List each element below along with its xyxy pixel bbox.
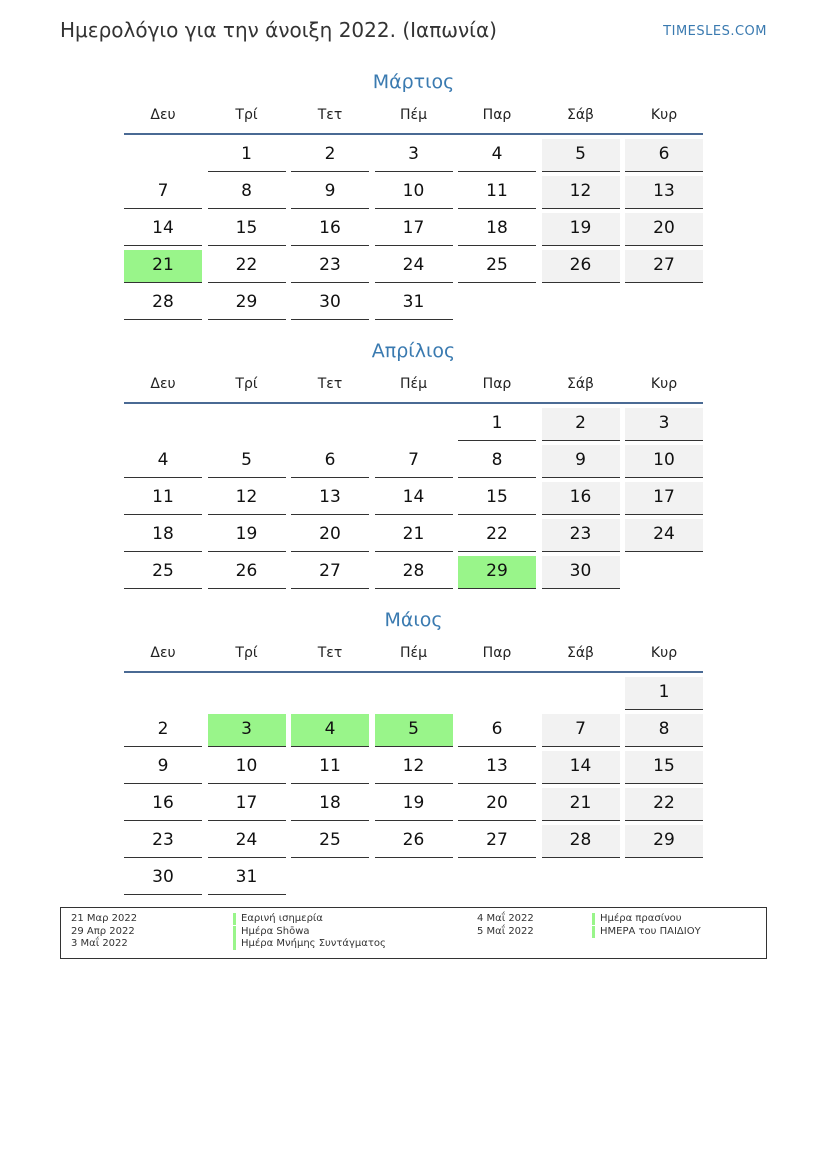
weekday-label: Παρ (482, 107, 512, 123)
weekday-label: Πέμ (399, 107, 427, 123)
day-cell: 20 (291, 519, 369, 552)
empty-cell (458, 677, 536, 709)
weekday-label: Σάβ (566, 645, 594, 661)
day-cell: 14 (542, 751, 620, 784)
day-cell: 24 (208, 825, 286, 858)
day-cell: 22 (458, 519, 536, 552)
day-cell: 9 (124, 751, 202, 784)
day-cell: 23 (291, 250, 369, 283)
day-cell: 1 (458, 408, 536, 441)
brand-link[interactable]: TIMESLES.COM (663, 24, 767, 39)
day-cell: 31 (375, 287, 453, 320)
empty-cell (625, 862, 703, 894)
legend-holiday-name: Ημέρα Μνήμης Συντάγματος (233, 938, 386, 950)
weekday-label: Τετ (317, 107, 343, 123)
legend-date: 29 Απρ 2022 (71, 926, 135, 937)
empty-cell (458, 862, 536, 894)
day-cell: 12 (208, 482, 286, 515)
day-cell: 5 (542, 139, 620, 172)
legend-holiday-name: ΗΜΕΡΑ του ΠΑΙΔΙΟΥ (592, 926, 701, 938)
empty-cell (375, 862, 453, 894)
day-cell: 23 (124, 825, 202, 858)
day-cell: 15 (458, 482, 536, 515)
day-cell: 18 (124, 519, 202, 552)
empty-cell (542, 677, 620, 709)
weekday-header (124, 97, 703, 135)
day-cell: 27 (291, 556, 369, 589)
day-cell: 3 (375, 139, 453, 172)
holiday-legend (60, 907, 767, 959)
day-cell: 16 (542, 482, 620, 515)
day-cell: 9 (291, 176, 369, 209)
day-cell: 17 (625, 482, 703, 515)
month-may (124, 605, 703, 899)
legend-date: 4 Μαΐ 2022 (477, 913, 534, 924)
legend-date: 3 Μαΐ 2022 (71, 938, 128, 949)
empty-cell (124, 408, 202, 440)
day-cell: 5 (208, 445, 286, 478)
day-cell: 19 (375, 788, 453, 821)
legend-date: 5 Μαΐ 2022 (477, 926, 534, 937)
day-cell: 30 (291, 287, 369, 320)
day-cell: 24 (625, 519, 703, 552)
day-cell: 28 (375, 556, 453, 589)
day-cell: 28 (124, 287, 202, 320)
day-cell: 1 (208, 139, 286, 172)
day-cell: 6 (625, 139, 703, 172)
day-grid (124, 135, 703, 324)
weekday-header (124, 366, 703, 404)
day-cell: 11 (458, 176, 536, 209)
day-cell: 19 (208, 519, 286, 552)
day-cell: 2 (124, 714, 202, 747)
day-cell: 18 (458, 213, 536, 246)
weekday-label: Κυρ (650, 376, 678, 392)
day-cell: 5 (375, 714, 453, 747)
day-cell: 8 (208, 176, 286, 209)
weekday-label: Τετ (317, 645, 343, 661)
day-cell: 10 (375, 176, 453, 209)
empty-cell (458, 287, 536, 319)
day-cell: 8 (458, 445, 536, 478)
day-cell: 11 (291, 751, 369, 784)
day-cell: 30 (542, 556, 620, 589)
day-cell: 8 (625, 714, 703, 747)
empty-cell (291, 677, 369, 709)
day-cell: 13 (458, 751, 536, 784)
empty-cell (542, 862, 620, 894)
day-cell: 15 (208, 213, 286, 246)
day-grid (124, 404, 703, 593)
day-cell: 28 (542, 825, 620, 858)
day-cell: 4 (458, 139, 536, 172)
empty-cell (375, 677, 453, 709)
day-cell: 17 (375, 213, 453, 246)
day-cell: 21 (375, 519, 453, 552)
day-cell: 3 (625, 408, 703, 441)
weekday-label: Πέμ (399, 645, 427, 661)
day-cell: 20 (458, 788, 536, 821)
weekday-label: Τρί (235, 645, 258, 661)
day-cell: 29 (625, 825, 703, 858)
weekday-label: Τρί (235, 376, 258, 392)
empty-cell (124, 139, 202, 171)
day-cell: 7 (375, 445, 453, 478)
day-cell: 14 (375, 482, 453, 515)
day-cell: 18 (291, 788, 369, 821)
day-cell: 16 (291, 213, 369, 246)
month-march (124, 67, 703, 324)
day-cell: 7 (542, 714, 620, 747)
day-cell: 4 (124, 445, 202, 478)
day-cell: 16 (124, 788, 202, 821)
weekday-label: Παρ (482, 645, 512, 661)
weekday-label: Παρ (482, 376, 512, 392)
day-cell: 3 (208, 714, 286, 747)
day-cell: 10 (208, 751, 286, 784)
legend-holiday-name: Ημέρα Shōwa (233, 926, 310, 938)
legend-holiday-name: Ημέρα πρασίνου (592, 913, 682, 925)
day-cell: 12 (375, 751, 453, 784)
day-cell: 11 (124, 482, 202, 515)
month-title: Μάρτιος (372, 71, 455, 93)
empty-cell (625, 556, 703, 588)
day-cell: 2 (542, 408, 620, 441)
day-cell: 13 (291, 482, 369, 515)
day-cell: 29 (458, 556, 536, 589)
empty-cell (375, 408, 453, 440)
day-cell: 2 (291, 139, 369, 172)
day-cell: 15 (625, 751, 703, 784)
day-cell: 26 (542, 250, 620, 283)
day-cell: 1 (625, 677, 703, 710)
weekday-label: Πέμ (399, 376, 427, 392)
weekday-label: Δευ (150, 645, 176, 661)
legend-date: 21 Μαρ 2022 (71, 913, 138, 924)
month-title: Απρίλιος (371, 340, 456, 362)
day-cell: 19 (542, 213, 620, 246)
month-april (124, 336, 703, 593)
day-cell: 31 (208, 862, 286, 895)
day-cell: 29 (208, 287, 286, 320)
day-cell: 17 (208, 788, 286, 821)
day-cell: 26 (208, 556, 286, 589)
day-cell: 23 (542, 519, 620, 552)
weekday-header (124, 635, 703, 673)
page-title: Ημερολόγιο για την άνοιξη 2022. (Ιαπωνία) (60, 18, 497, 42)
day-cell: 21 (124, 250, 202, 283)
empty-cell (291, 862, 369, 894)
empty-cell (124, 677, 202, 709)
day-cell: 4 (291, 714, 369, 747)
day-cell: 14 (124, 213, 202, 246)
day-cell: 12 (542, 176, 620, 209)
weekday-label: Κυρ (650, 107, 678, 123)
day-cell: 27 (625, 250, 703, 283)
weekday-label: Σάβ (566, 107, 594, 123)
weekday-label: Τετ (317, 376, 343, 392)
empty-cell (208, 408, 286, 440)
day-cell: 6 (291, 445, 369, 478)
weekday-label: Τρί (235, 107, 258, 123)
day-cell: 25 (458, 250, 536, 283)
day-cell: 7 (124, 176, 202, 209)
day-cell: 22 (625, 788, 703, 821)
month-title: Μάιος (384, 609, 443, 631)
empty-cell (291, 408, 369, 440)
day-cell: 10 (625, 445, 703, 478)
weekday-label: Δευ (150, 107, 176, 123)
day-cell: 27 (458, 825, 536, 858)
day-cell: 21 (542, 788, 620, 821)
weekday-label: Δευ (150, 376, 176, 392)
day-cell: 30 (124, 862, 202, 895)
legend-holiday-name: Εαρινή ισημερία (233, 913, 323, 925)
day-cell: 13 (625, 176, 703, 209)
day-cell: 24 (375, 250, 453, 283)
day-cell: 20 (625, 213, 703, 246)
day-cell: 25 (124, 556, 202, 589)
empty-cell (542, 287, 620, 319)
empty-cell (208, 677, 286, 709)
day-grid (124, 673, 703, 899)
empty-cell (625, 287, 703, 319)
weekday-label: Σάβ (566, 376, 594, 392)
day-cell: 22 (208, 250, 286, 283)
day-cell: 6 (458, 714, 536, 747)
day-cell: 9 (542, 445, 620, 478)
day-cell: 26 (375, 825, 453, 858)
day-cell: 25 (291, 825, 369, 858)
weekday-label: Κυρ (650, 645, 678, 661)
